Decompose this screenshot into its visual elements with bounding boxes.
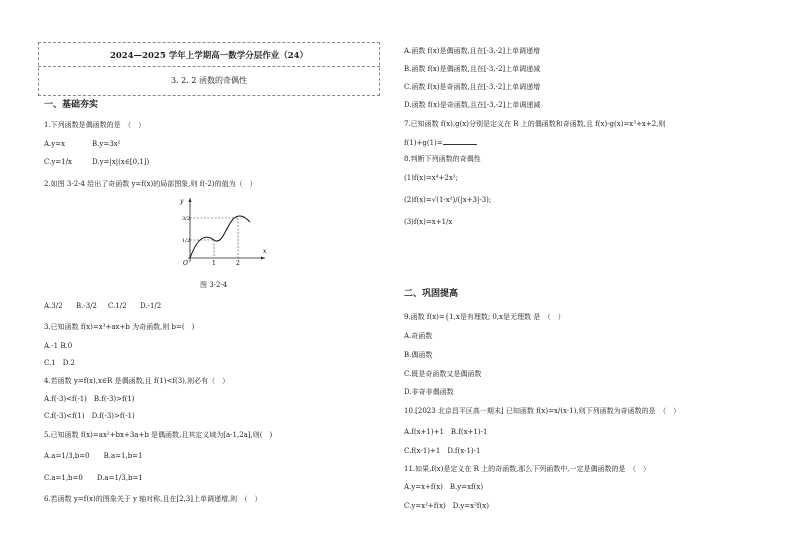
q6-option-c: C.函数 f(x)是奇函数,且在[-3,-2]上单调递增 — [404, 83, 541, 91]
worksheet-title: 2024—2025 学年上学期高一数学分层作业（24） — [109, 51, 309, 61]
q2-option-a: A.3/2 — [44, 302, 63, 310]
q4-options-cd: C.f(-3)<f(1) D.f(-3)>f(-1) — [44, 412, 135, 420]
y-tick-three-half: 3/2 — [182, 216, 191, 222]
q9-option-c: C.既是奇函数又是偶函数 — [404, 370, 482, 378]
question-2: 2.如图 3-2-4 给出了奇函数 y=f(x)的局部图象,则 f(-2)的值为（ ） — [44, 180, 257, 188]
question-7-line-1: 7.已知函数 f(x),g(x)分别是定义在 R 上的偶函数和奇函数,且 f(x)-g(x)=x³+x+2,则 — [404, 120, 666, 128]
question-10: 10.[2023 北京昌平区高一期末] 已知函数 f(x)=x/(x-1),则下列函数为奇函数的是 （ ） — [404, 407, 681, 415]
q11-options-cd: C.y=x²+f(x) D.y=x²f(x) — [404, 502, 489, 510]
q7-answer-blank[interactable] — [443, 138, 477, 145]
y-axis-label: y — [180, 198, 184, 205]
q6-option-d: D.函数 f(x)是奇函数,且在[-3,-2]上单调递减 — [404, 101, 541, 109]
x-tick-2: 2 — [236, 260, 240, 267]
question-4: 4.若函数 y=f(x),x∈R 是偶函数,且 f(1)<f(3),则必有（ ） — [44, 377, 230, 385]
question-8: 8.判断下列函数的奇偶性 — [404, 155, 481, 163]
x-axis-arrow-icon — [261, 257, 265, 260]
origin-label: O — [183, 260, 188, 267]
q1-option-d: D.y=|x|(x∈[0,1]) — [92, 158, 150, 166]
q9-option-d: D.非奇非偶函数 — [404, 388, 454, 396]
question-1: 1.下列函数是偶函数的是 （ ） — [44, 121, 146, 129]
question-11: 11.如果,f(x)是定义在 R 上的奇函数,那么下列函数中,一定是偶函数的是 （ ） — [404, 465, 651, 473]
section-improve: 二、巩固提高 — [404, 289, 459, 299]
q2-option-b: B.-3/2 — [76, 302, 97, 310]
q6-option-a: A.函数 f(x)是偶函数,且在[-3,-2]上单调递增 — [404, 47, 541, 55]
question-5: 5.已知函数 f(x)=ax²+bx+3a+b 是偶函数,且其定义域为[a-1,2a],则( ) — [44, 431, 273, 439]
function-curve — [190, 216, 250, 258]
header-divider — [38, 66, 380, 67]
q8-part-3: (3)f(x)=x+1/x — [404, 218, 453, 226]
q1-option-b: B.y=3x² — [92, 140, 121, 148]
figure-caption: 图 3-2-4 — [200, 281, 228, 289]
q5-options-ab: A.a=1/3,b=0 B.a=1,b=1 — [44, 452, 143, 460]
x-axis-label: x — [263, 248, 267, 255]
q9-option-a: A.奇函数 — [404, 332, 433, 340]
q7-expression: f(1)+g(1)= — [404, 139, 443, 147]
q1-option-a: A.y=x — [44, 140, 66, 148]
q4-options-ab: A.f(-3)<f(-1) B.f(-3)>f(1) — [44, 395, 135, 403]
q9-option-b: B.偶函数 — [404, 351, 433, 359]
question-9: 9.函数 f(x)={1,x是有理数; 0,x是无理数 是 （ ） — [404, 313, 565, 321]
question-7-line-2 — [404, 138, 477, 148]
q11-options-ab: A.y=x+f(x) B.y=xf(x) — [404, 483, 484, 491]
y-tick-half: 1/2 — [182, 238, 191, 244]
q2-option-d: D.-1/2 — [140, 302, 162, 310]
q5-options-cd: C.a=1,b=0 D.a=1/3,b=1 — [44, 474, 143, 482]
q10-options-cd: C.f(x-1)+1 D.f(x-1)-1 — [404, 447, 481, 455]
worksheet-subtitle: 3. 2. 2 函数的奇偶性 — [171, 76, 247, 85]
q10-options-ab: A.f(x+1)+1 B.f(x+1)-1 — [404, 428, 488, 436]
q3-options-ab: A.-1 B.0 — [44, 342, 73, 350]
question-6: 6.若函数 y=f(x)的图象关于 y 轴对称,且在[2,3]上单调递增,则 （ ） — [44, 495, 262, 503]
q1-option-c: C.y=1/x — [44, 158, 72, 166]
x-tick-1: 1 — [212, 260, 216, 267]
y-axis-arrow-icon — [189, 198, 192, 202]
q6-option-b: B.函数 f(x)是偶函数,且在[-3,-2]上单调递减 — [404, 65, 541, 73]
question-3: 3.已知函数 f(x)=x³+ax+b 为奇函数,则 b=( ) — [44, 323, 195, 331]
figure-3-2-4 — [170, 196, 270, 268]
q8-part-1: (1)f(x)=x⁴+2x²; — [404, 174, 458, 182]
q2-option-c: C.1/2 — [108, 302, 127, 310]
q8-part-2: (2)f(x)=√(1-x²)/(|x+3|-3); — [404, 196, 492, 204]
section-basic: 一、基础夯实 — [44, 100, 99, 110]
q3-options-cd: C.1 D.2 — [44, 359, 75, 367]
